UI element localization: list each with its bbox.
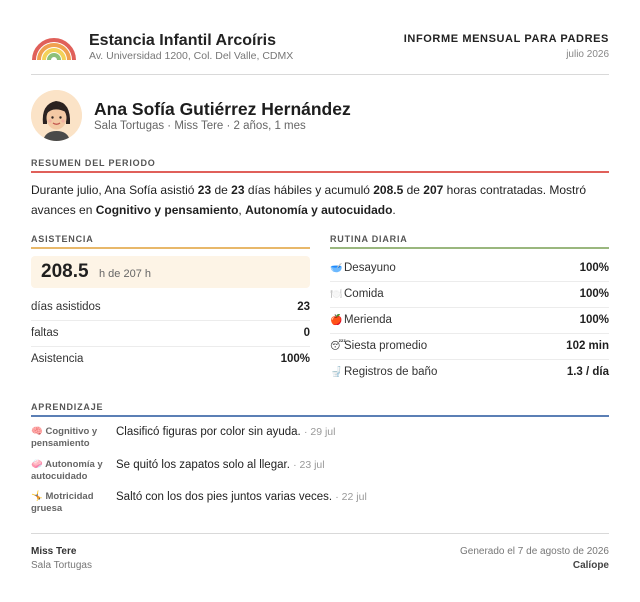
- learning-note: Se quitó los zapatos solo al llegar.: [116, 459, 290, 471]
- breakfast-icon: 🥣: [330, 263, 343, 274]
- learning-area: Autonomía y autocuidado: [31, 459, 103, 482]
- routine-row: [330, 360, 609, 386]
- routine-row: [330, 334, 609, 360]
- routine-row: [330, 308, 609, 334]
- child-avatar-icon: [31, 90, 82, 141]
- attendance-section-title: ASISTENCIA: [31, 234, 94, 244]
- summary-section-title: RESUMEN DEL PERIODO: [31, 158, 156, 168]
- summary-days-attended: 23: [197, 183, 212, 197]
- school-address: Av. Universidad 1200, Col. Del Valle, CDMX: [89, 50, 294, 62]
- summary-area-1: Cognitivo y pensamiento: [95, 203, 239, 217]
- routine-row-value: 1.3 / día: [566, 366, 609, 378]
- rainbow-logo-icon: [31, 32, 77, 62]
- learning-section-title: APRENDIZAJE: [31, 402, 104, 412]
- attendance-rule: [31, 247, 310, 249]
- summary-text-part: días hábiles y acumuló: [244, 183, 374, 197]
- footer-generated-date: Generado el 7 de agosto de 2026: [459, 546, 609, 557]
- learning-note: Saltó con los dos pies juntos varias veces.: [116, 491, 333, 503]
- report-footer: [31, 533, 609, 573]
- lunch-icon: 🍽️: [330, 289, 343, 300]
- footer-brand: Calíope: [572, 560, 609, 571]
- cognitive-icon: 🧠: [31, 426, 43, 437]
- summary-hours-contracted: 207: [423, 183, 444, 197]
- learning-area: Motricidad gruesa: [31, 491, 94, 514]
- summary-area-2: Autonomía y autocuidado: [245, 203, 393, 217]
- avatar: [31, 90, 82, 141]
- child-info: [31, 90, 609, 146]
- report-period: julio 2026: [566, 49, 609, 60]
- routine-rule: [330, 247, 609, 249]
- summary-text-part: Durante julio, Ana Sofía asistió: [31, 183, 198, 197]
- summary-text-part: horas contratadas. Mostró avances en: [31, 183, 587, 217]
- learning-date: · 22 jul: [335, 491, 367, 503]
- routine-row-label: Comida: [344, 288, 384, 300]
- attendance-row: [31, 347, 310, 373]
- autonomy-icon: 🧼: [31, 459, 43, 470]
- routine-row-value: 100%: [579, 288, 609, 300]
- routine-row: [330, 282, 609, 308]
- toilet-icon: 🚽: [330, 367, 343, 378]
- summary-text-part: de: [211, 183, 232, 197]
- attendance-row: [31, 295, 310, 321]
- attendance-hours-value: 208.5: [41, 261, 89, 282]
- attendance-row-value: 23: [297, 301, 310, 313]
- routine-row-label: Siesta promedio: [344, 340, 428, 352]
- routine-row-label: Registros de baño: [344, 366, 438, 378]
- report-header: [31, 30, 609, 75]
- learning-date: · 29 jul: [303, 426, 336, 438]
- attendance-row-label: Asistencia: [31, 353, 84, 365]
- routine-row: [330, 256, 609, 282]
- summary-hours-accumulated: 208.5: [373, 183, 404, 197]
- attendance-row: [31, 321, 310, 347]
- nap-icon: 😴: [330, 341, 347, 352]
- routine-row-label: Desayuno: [344, 262, 396, 274]
- child-name: Ana Sofía Gutiérrez Hernández: [94, 99, 351, 119]
- learning-rule: [31, 415, 609, 417]
- attendance-hours-box: [31, 256, 310, 288]
- attendance-hours-unit: h de 207 h: [99, 268, 151, 280]
- child-meta: Sala Tortugas · Miss Tere · 2 años, 1 mes: [94, 120, 306, 132]
- attendance-row-value: 100%: [280, 353, 310, 365]
- school-name: Estancia Infantil Arcoíris: [89, 32, 277, 49]
- routine-row-value: 102 min: [566, 340, 609, 352]
- footer-teacher: Miss Tere: [31, 546, 77, 557]
- footer-room: Sala Tortugas: [31, 560, 92, 571]
- gross-motor-icon: 🤸: [31, 491, 43, 502]
- summary-days-total: 23: [231, 183, 245, 197]
- summary-text: [31, 180, 611, 220]
- learning-note: Clasificó figuras por color sin ayuda.: [116, 426, 301, 438]
- learning-area: Cognitivo y pensamiento: [31, 426, 98, 449]
- routine-row-value: 100%: [579, 262, 609, 274]
- summary-text-part: ,: [238, 203, 246, 217]
- routine-row-label: Merienda: [344, 314, 392, 326]
- summary-text-part: .: [392, 203, 396, 217]
- attendance-row-label: días asistidos: [31, 301, 101, 313]
- attendance-row-label: faltas: [31, 327, 59, 339]
- snack-icon: 🍎: [330, 315, 343, 326]
- report-title: INFORME MENSUAL PARA PADRES: [403, 33, 609, 45]
- routine-row-value: 100%: [579, 314, 609, 326]
- learning-date: · 23 jul: [293, 459, 325, 471]
- summary-text-part: de: [403, 183, 424, 197]
- summary-rule: [31, 171, 609, 173]
- attendance-row-value: 0: [303, 327, 310, 339]
- routine-section-title: RUTINA DIARIA: [330, 234, 408, 244]
